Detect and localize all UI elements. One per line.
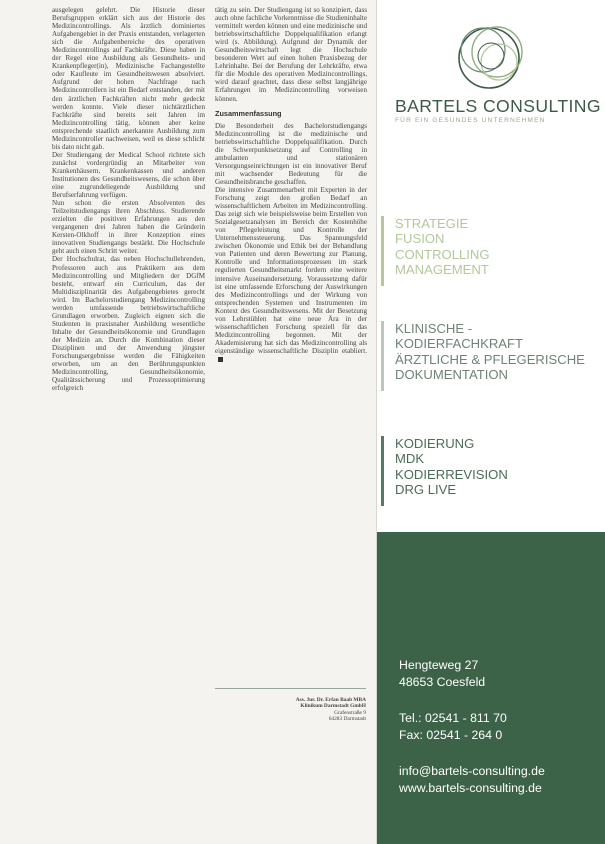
contact-box — [377, 532, 605, 844]
author-org: Klinikum Darmstadt GmbH — [300, 703, 366, 710]
summary-paragraph: Die Besonderheit des Bachelorstudiengangs Medizincontrolling ist die medizinische und betriebswirtschaftliche Doppelqualifikation. Durch die Schwerpunktsetzung auf Controlling in ambulanten und stationären Versorgungseinrichtungen ist ein innovativer Beruf mit wachsender Bedeutung für die Gesundheitsbranche geschaffen. — [215, 121, 367, 186]
services-coding-staff-block — [395, 321, 585, 383]
bartels-logo-icon — [445, 16, 539, 96]
service-item: MDK — [395, 451, 425, 467]
contact-website-link[interactable]: www.bartels-consulting.de — [399, 781, 542, 795]
summary-heading: Zusammenfassung — [215, 108, 282, 118]
service-item: KODIERFACHKRAFT — [395, 336, 524, 352]
contact-street: Hengteweg 27 — [399, 658, 479, 672]
accent-bar — [381, 321, 384, 391]
accent-bar — [381, 216, 384, 286]
contact-city: 48653 Coesfeld — [399, 675, 486, 689]
accent-bar — [381, 436, 384, 506]
author-city: 64283 Darmstadt — [328, 716, 366, 723]
service-item: MANAGEMENT — [395, 262, 489, 278]
contact-email-link[interactable]: info@bartels-consulting.de — [399, 764, 545, 778]
author-name: Ass. Jur. Dr. Erfan Baab MBA — [295, 697, 366, 703]
author-street: Grafenstraße 9 — [334, 709, 366, 716]
service-item: STRATEGIE — [395, 216, 469, 231]
services-coding-block — [395, 436, 508, 498]
service-item: KLINISCHE - — [395, 321, 473, 336]
article-column-2 — [215, 6, 367, 566]
service-item: KODIERREVISION — [395, 466, 508, 482]
article-paragraph: tätig zu sein. Der Studiengang ist so konzipiert, dass auch ohne fachliche Vorkenntnisse die Studieninhalte vermittelt werden können und eine medizinische und betriebswirtschaftliche Doppelqualifikation erlangt wird (s. Abbildung). Aufgrund der Dynamik der Gesundheitswirtschaft legt die Hochschule besonderen Wert auf einen hohen Praxisbezug der Lehrinhalte. Bei der Berufung der Lehrkräfte, etwa für die Module des operativen Medizincontrollings, wird darauf geachtet, dass diese selbst langjährige Erfahrungen im Medizincontrolling vorweisen können. — [215, 6, 367, 103]
article-paragraph: Der Studiengang der Medical School richtete sich zunächst vordergründig an Mitarbeiter von Krankenhäusern, Krankenkassen und anderen Institutionen des Gesundheitswesens, die schon über eine zugrundeliegende Ausbildung und Berufserfahrung verfügen. — [52, 150, 205, 200]
end-mark — [218, 357, 223, 362]
article-paragraph: ausgelegen gelehrt. Die Historie dieser Berufsgruppen erklärt sich aus der Historie des Medizincontrollings. Als ärztlich dominiertes Aufgabengebiet in der Praxis entstanden, verlagerten sich die Aufgabenbereiche des operativen Medizincontrollings auf Fachkräfte. Diese haben in der Regel eine Ausbildung als Gesundheits- und Krankenpfleger(in), Medizinische Fachangestellte oder Kaufleute im Gesundheitswesen absolviert. Aufgrund der hohen Nachfrage nach Medizincontrollern ist ein Bedarf entstanden, der mit den ärztlichen Fachkräften nicht mehr gedeckt werden konnte. Viele dieser nichtärztlichen Fachkräfte sind bereits seit Jahren im Medizincontrolling tätig, können aber keine entsprechende staatlich anerkannte Ausbildung zum Medizincontroller nachweisen, weil es diese schlicht bis dato nicht gab. — [52, 6, 205, 151]
article-paragraph: Nun schon die ersten Absolventen des Teilzeitstudiengangs ihren Abschluss. Studierende erzielten die positiven Erfahrungen aus den vergangenen drei Jahren haben die Gründerin Kersten-Olkhoff in ihrer Konzeption eines innovativen Studiengangs bestärkt. Die Hochschule geht auch einen Schritt weiter. — [52, 199, 205, 256]
advertisement-panel — [376, 0, 605, 844]
service-item: KODIERUNG — [395, 436, 475, 451]
service-item: DOKUMENTATION — [395, 367, 508, 383]
services-strategy-block — [395, 216, 490, 278]
service-item: ÄRZTLICHE & PFLEGERISCHE — [395, 351, 585, 367]
service-item: FUSION — [395, 231, 445, 247]
contact-fax: Fax: 02541 - 264 0 — [399, 728, 503, 742]
footer-divider — [215, 688, 366, 689]
brand-tagline: FÜR EIN GESUNDES UNTERNEHMEN — [395, 117, 546, 124]
service-item: DRG LIVE — [395, 482, 457, 498]
contact-phone: Tel.: 02541 - 811 70 — [399, 711, 507, 725]
brand-name: BARTELS CONSULTING — [395, 96, 601, 116]
summary-paragraph: Die intensive Zusammenarbeit mit Experten in der Forschung zeigt den großen Bedarf an wissenschaftlichem Arbeiten im Medizincontrolling. Das zeigt sich wie beispielsweise beim Erstellen von Sozialgesetzanalysen im Bereich der Kostenhöhe von Pflegeleistung und Kontrolle der Unternehmenssteuerung. Das Spannungsfeld zwischen Ökonomie und Ethik bei der Behandlung von Patienten und deren Bewertung zur Planung, Kontrolle und Informationsprozessen im stark regulierten Gesundheitsmarkt fordern eine weitere intensive Auseinandersetzung. Voraussetzung dafür ist eine umfassende Erforschung der Auswirkungen des Medizincontrollings und der Wirkung von entsprechenden Systemen und Instrumenten im Kontext des Gesundheitswesens. Mit der Besetzung von Lehrstühlen hat eine neue Ära in der wissenschaftlichen Forschung speziell für das Medizincontrolling begonnen. Mit der Akademisierung hat sich das Medizincontrolling als eigenständige wissenschaftliche Disziplin etabliert. — [215, 186, 367, 363]
author-footer — [278, 697, 366, 723]
article-paragraph: Der Hochschulrat, das neben Hochschullehrenden, Professoren auch aus Praktikern aus dem Medizincontrolling und Mitgliedern der DGfM besteht, entwarf ein Curriculum, das der Multidisziplinarität des Aufgabengebietes gerecht wird. Im Bachelorstudiengang Medizincontrolling werden umfassende betriebswirtschaftliche Grundlagen erworben. Zugleich eignen sich die Studenten in praxisnaher Ausbildung wesentliche Inhalte der Gesundheitsökonomie und Grundlagen der Medizin an. Durch die Kombination dieser Disziplinen und der Anwendung jüngster Forschungsergebnisse werden die Fähigkeiten erworben, um an den Berührungspunkten Medizincontrolling, Gesundheitsökonomie, Qualitätssicherung und Prozessoptimierung erfolgreich — [52, 255, 205, 393]
article-column-1 — [52, 6, 205, 826]
service-item: CONTROLLING — [395, 246, 490, 262]
